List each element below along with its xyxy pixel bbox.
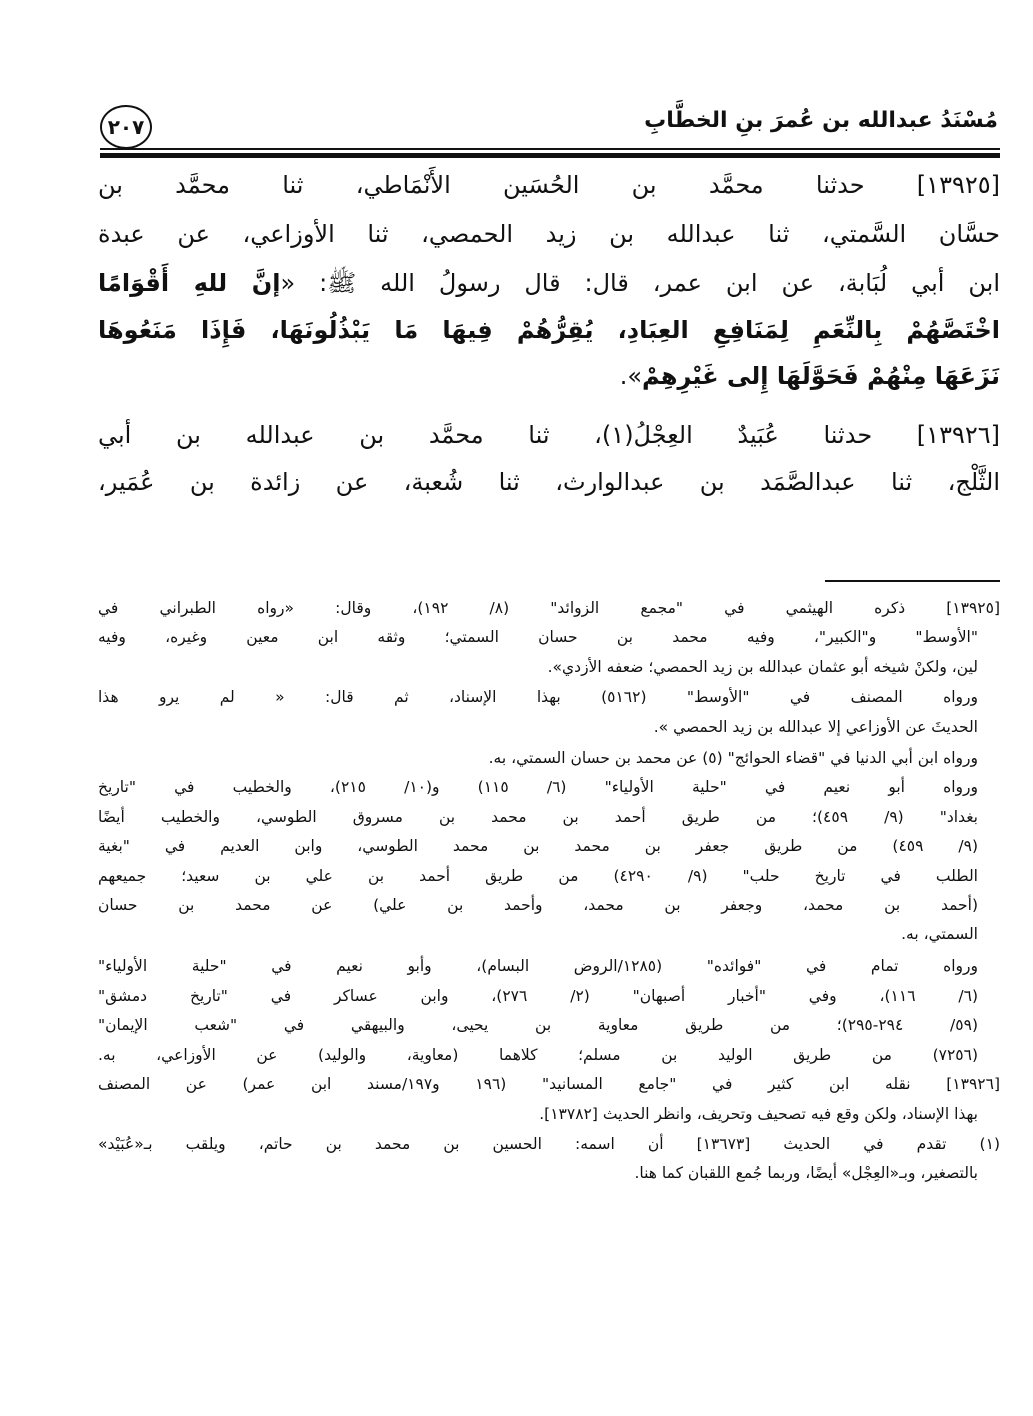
hadith-matn-line: اخْتَصَّهُمْ بِالنِّعَمِ لِمَنَافِعِ العِبَادِ، يُقِرُّهُمْ فِيهَا مَا يَبْذُلُونَهَا، فَإِذَا مَنَعُوهَا <box>98 316 1000 344</box>
footnote-line: [١٣٩٢٦] نقله ابن كثير في "جامع المسانيد" (١٩٦ و١٩٧/مسند ابن عمر) عن المصنف <box>98 1075 1000 1093</box>
header-rule-thick <box>100 153 1000 158</box>
footnote-line: بالتصغير، وبـ«العِجْل» أيضًا، وربما جُمع اللقبان كما هنا. <box>634 1164 978 1182</box>
footnote-line: بهذا الإسناد، ولكن وقع فيه تصحيف وتحريف، وانظر الحديث [١٣٧٨٢]. <box>539 1105 978 1123</box>
footnote-line: (١) تقدم في الحديث [١٣٦٧٣] أن اسمه: الحسين بن محمد بن حاتم، ويلقب بـ«عُبَيْد» <box>98 1135 1000 1153</box>
footnote-line: (٧٢٥٦) من طريق الوليد بن مسلم؛ كلاهما (معاوية، والوليد) عن الأوزاعي، به. <box>98 1046 978 1064</box>
footnote-separator <box>825 580 1000 582</box>
footnote-line: السمتي، به. <box>901 925 978 943</box>
page-number: ٢٠٧ <box>100 105 152 149</box>
footnote-line: لين، ولكنْ شيخه أبو عثمان عبدالله بن زيد الحمصي؛ ضعفه الأزدي». <box>547 658 978 676</box>
footnote-line: (٥٩/ ٢٩٤-٢٩٥)؛ من طريق معاوية بن يحيى، والبيهقي في "شعب الإيمان" <box>98 1016 978 1034</box>
hadith-13926-line: الثَّلْج، ثنا عبدالصَّمَد بن عبدالوارث، ثنا شُعبة، عن زائدة بن عُمَير، <box>98 468 1000 496</box>
footnote-line: ورواه أبو نعيم في "حلية الأولياء" (٦/ ١١٥) و(١٠/ ٢١٥)، والخطيب في "تاريخ <box>98 778 979 796</box>
hadith-13925-line: [١٣٩٢٥] حدثنا محمَّد بن الحُسَين الأَنْمَاطي، ثنا محمَّد بن <box>98 171 1000 199</box>
footnote-line: ورواه ابن أبي الدنيا في "قضاء الحوائج" (٥) عن محمد بن حسان السمتي، به. <box>488 749 978 767</box>
footnote-line: [١٣٩٢٥] ذكره الهيثمي في "مجمع الزوائد" (٨/ ١٩٢)، وقال: «رواه الطبراني في <box>98 599 1000 617</box>
footnote-line: (٩/ ٤٥٩) من طريق جعفر بن محمد بن محمد الطوسي، وابن العديم في "بغية <box>98 837 979 855</box>
footnote-line: ورواه تمام في "فوائده" (١٢٨٥/الروض البسام)، وأبو نعيم في "حلية الأولياء" <box>98 957 978 975</box>
quote-close: ». <box>619 362 643 390</box>
footnote-line: "الأوسط" و"الكبير"، وفيه محمد بن حسان السمتي؛ وثقه ابن معين وغيره، وفيه <box>98 628 978 646</box>
hadith-matn-line <box>98 354 1000 398</box>
narration-text: ابن أبي لُبَابة، عن ابن عمر، قال: قال رسولُ الله ﷺ: « <box>280 269 1000 297</box>
footnote-line: (٦/ ١١٦)، وفي "أخبار أصبهان" (٢/ ٢٧٦)، وابن عساكر في "تاريخ دمشق" <box>98 987 979 1005</box>
hadith-13925-line <box>98 261 1000 305</box>
hadith-matn: إنَّ للهِ أَقْوَامًا <box>98 269 281 297</box>
footnote-line: (أحمد بن محمد، وجعفر بن محمد، وأحمد بن علي) عن محمد بن حسان <box>98 896 978 914</box>
footnote-line: الطلب في تاريخ حلب" (٩/ ٤٢٩٠) من طريق أحمد بن علي بن سعيد؛ جميعهم <box>98 867 978 885</box>
footnote-line: الحديثَ عن الأوزاعي إلا عبدالله بن زيد الحمصي ». <box>653 718 978 736</box>
running-header-title: مُسْنَدُ عبدالله بن عُمرَ بنِ الخطَّابِ <box>644 108 998 133</box>
footnote-line: ورواه المصنف في "الأوسط" (٥١٦٢) بهذا الإسناد، ثم قال: « لم يرو هذا <box>98 688 978 706</box>
header-rule-thin <box>100 148 1000 150</box>
hadith-13925-line: حسَّان السَّمتي، ثنا عبدالله بن زيد الحمصي، ثنا الأوزاعي، عن عبدة <box>98 220 1000 248</box>
hadith-matn: نَزَعَهَا مِنْهُمْ فَحَوَّلَهَا إِلى غَيْرِهِمْ <box>642 362 1000 390</box>
hadith-13926-line: [١٣٩٢٦] حدثنا عُبَيدٌ العِجْلُ(١)، ثنا محمَّد بن عبدالله بن أبي <box>98 421 1000 449</box>
footnote-line: بغداد" (٩/ ٤٥٩)؛ من طريق أحمد بن محمد بن مسروق الطوسي، والخطيب أيضًا <box>98 808 978 826</box>
